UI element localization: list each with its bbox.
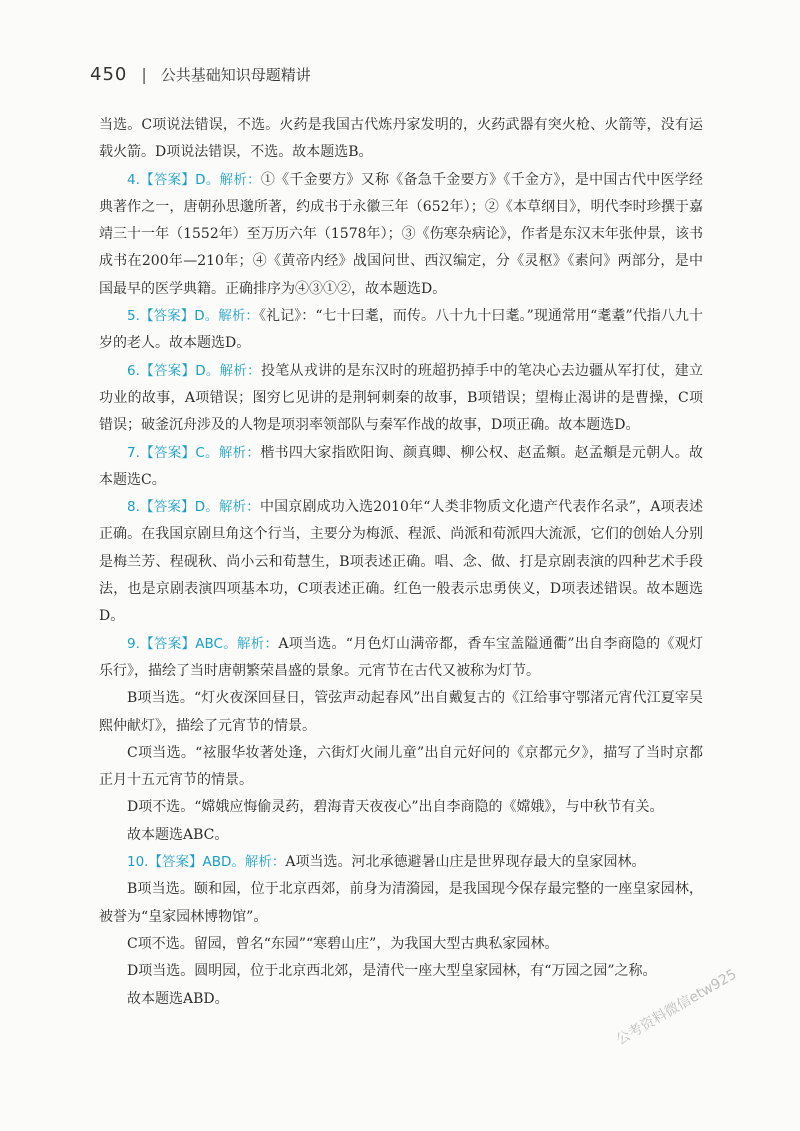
answer-label-q10: 10.【答案】ABD。解析： [127, 854, 286, 871]
page-header [90, 64, 311, 85]
answer-label-q5: 5.【答案】D。解析： [127, 308, 259, 325]
answer-q8 [99, 494, 703, 630]
answer-q10-d: D项当选。圆明园，位于北京西北郊，是清代一座大型皇家园林，有“万园之园”之称。 [127, 963, 657, 980]
answer-text-q8: 中国京剧成功入选2010年“人类非物质文化遗产代表作名录”，A项表述正确。在我国京剧旦角这个行当，主要分为梅派、程派、尚派和荀派四大流派，它们的创始人分别是梅兰芳、程砚秋、尚小云和荀慧生，B项表述正确。唱、念、做、打是京剧表演的四种艺术手段法，也是京剧表演四项基本功，C项表述正确。红色一般表示忠勇侠义，D项表述错误。故本题选D。 [99, 499, 703, 625]
answer-q10-conclusion: 故本题选ABD。 [127, 990, 229, 1007]
answer-q5 [99, 303, 703, 358]
answer-q9-conclusion: 故本题选ABC。 [127, 826, 229, 843]
answer-q9-c: C项当选。“袨服华妆著处逢，六街灯火闹儿童”出自元好问的《京都元夕》，描写了当时京都正月十五元宵节的情景。 [99, 744, 703, 789]
answer-text-q4: ①《千金要方》又称《备急千金要方》《千金方》，是中国古代中医学经典著作之一，唐朝孙思邈所著，约成书于永徽三年（652年）；②《本草纲目》，明代李时珍撰于嘉靖三十一年（1552年）至万历六年（1578年）；③《伤寒杂病论》，作者是东汉末年张仲景，该书成书在200年—210年；④《黄帝内经》战国问世、西汉编定，分《灵枢》《素问》两部分，是中国最早的医学典籍。正确排序为④③①②，故本题选D。 [99, 171, 703, 297]
answer-text-q7: 楷书四大家指欧阳询、颜真卿、柳公权、赵孟頫。赵孟頫是元朝人。故本题选C。 [99, 444, 703, 488]
answer-content [99, 112, 703, 1013]
answer-q7 [99, 440, 703, 495]
answer-q10-b: B项当选。颐和园，位于北京西郊，前身为清漪园，是我国现今保存最完整的一座皇家园林，被誉为“皇家园林博物馆”。 [99, 881, 703, 925]
watermark: 公考资料微信etw925 [613, 966, 740, 1049]
answer-text-q10-a: A项当选。河北承德避暑山庄是世界现存最大的皇家园林。 [285, 854, 646, 871]
answer-q4 [99, 167, 703, 303]
answer-label-q6: 6.【答案】D。解析： [127, 362, 261, 379]
q3-continuation: 当选。C项说法错误，不选。火药是我国古代炼丹家发明的，火药武器有突火枪、火箭等，没有运载火箭。D项说法错误，不选。故本题选B。 [99, 117, 703, 161]
answer-label-q4: 4.【答案】D。解析： [127, 171, 261, 188]
answer-text-q6: 投笔从戎讲的是东汉时的班超扔掉手中的笔决心去边疆从军打仗，建立功业的故事，A项错误；图穷匕见讲的是荆轲刺秦的故事，B项错误；望梅止渴讲的是曹操，C项错误；破釜沉舟涉及的人物是项羽率领部队与秦军作战的故事，D项正确。故本题选D。 [99, 362, 704, 434]
answer-text-q9-a: A项当选。“月色灯山满帝都，香车宝盖隘通衢”出自李商隐的《观灯乐行》，描绘了当时唐朝繁荣昌盛的景象。元宵节在古代又被称为灯节。 [99, 635, 703, 679]
page-number: 450 [90, 64, 128, 85]
answer-text-q5: 《礼记》：“七十曰耄，而传。八十九十曰耄。”现通常用“耄耋”代指八九十岁的老人。故本题选D。 [99, 308, 703, 352]
book-title: 公共基础知识母题精讲 [160, 66, 311, 84]
answer-q9-b: B项当选。“灯火夜深回昼日，管弦声动起春风”出自戴复古的《江给事守鄂渚元宵代江夏宰吴熙仲献灯》，描绘了元宵节的情景。 [99, 690, 703, 734]
answer-q9-d: D项不选。“嫦娥应悔偷灵药，碧海青天夜夜心”出自李商隐的《嫦娥》，与中秋节有关。 [127, 799, 664, 816]
header-separator: | [141, 65, 147, 84]
answer-label-q7: 7.【答案】C。解析： [127, 444, 261, 461]
answer-q10 [99, 849, 703, 876]
answer-label-q9: 9.【答案】ABC。解析： [127, 635, 279, 652]
answer-q10-c: C项不选。留园，曾名“东园”“寒碧山庄”，为我国大型古典私家园林。 [127, 935, 559, 952]
answer-q9 [99, 631, 703, 686]
answer-q6 [99, 358, 703, 440]
answer-label-q8: 8.【答案】D。解析： [127, 499, 260, 516]
